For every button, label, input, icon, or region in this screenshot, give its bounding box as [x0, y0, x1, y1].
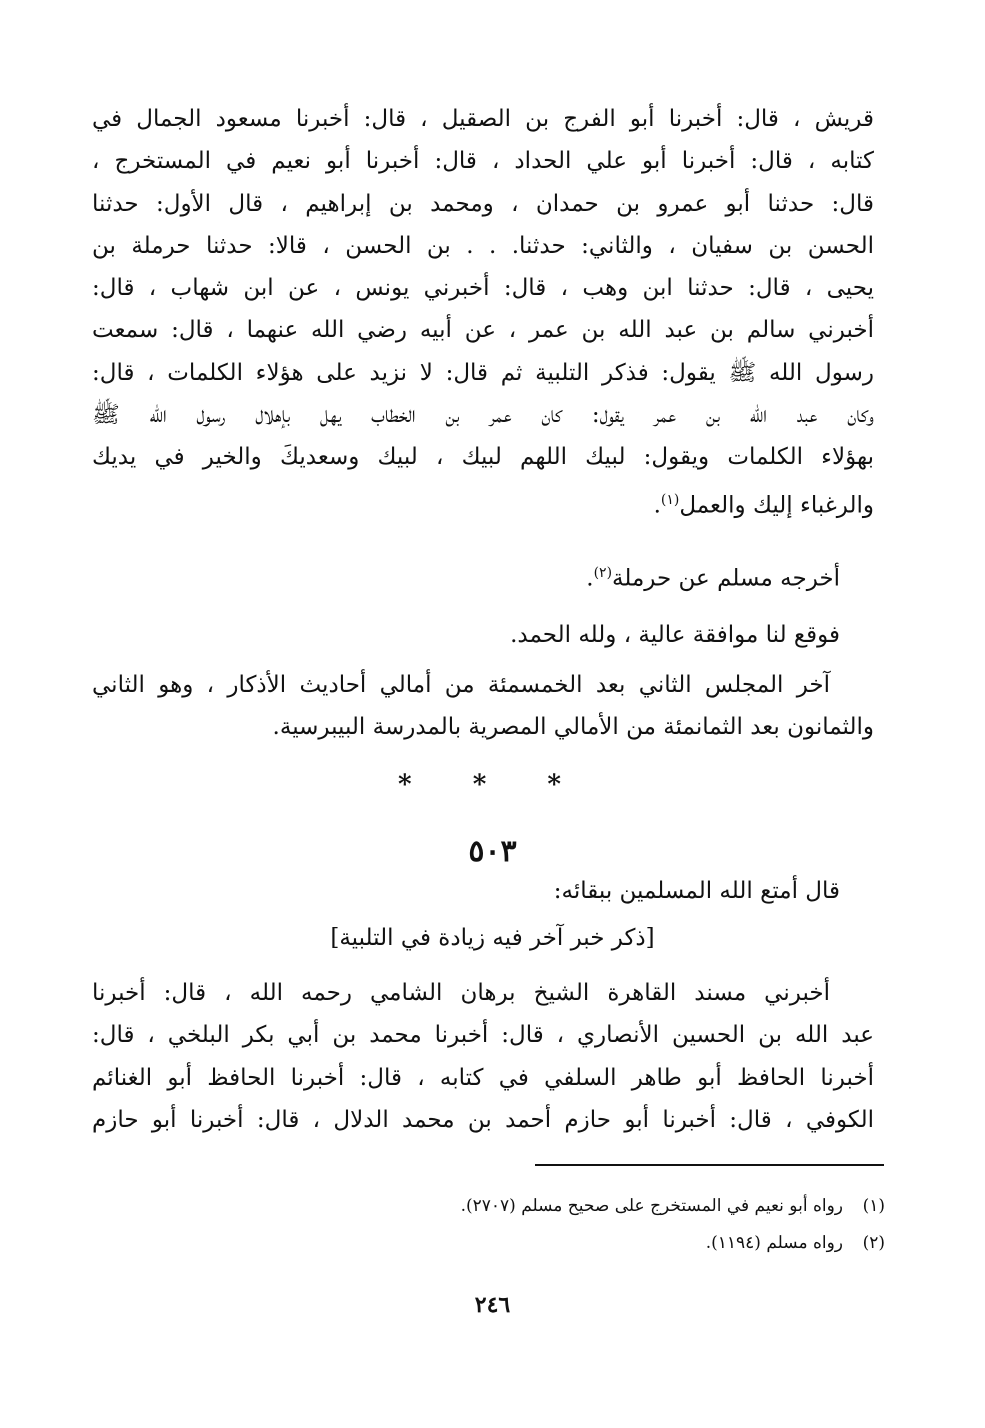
muslim-paragraph — [586, 552, 840, 600]
text-line: قال: حدثنا أبو عمرو بن حمدان ، ومحمد بن إبراهيم ، قال الأول: حدثنا — [92, 190, 874, 217]
text-line: كتابه ، قال: أخبرنا أبو علي الحداد ، قال: أخبرنا أبو نعيم في المستخرج ، — [92, 148, 874, 175]
hadith-number: ٥٠٣ — [468, 834, 517, 869]
footnote-1 — [461, 1196, 885, 1216]
footnote-number: (١) — [862, 1196, 885, 1216]
text-line: بهؤلاء الكلمات ويقول: لبيك اللهم لبيك ، لبيك وسعديكَ والخير في يديك — [92, 444, 874, 471]
text-line: آخر المجلس الثاني بعد الخمسمئة من أمالي أحاديث الأذكار ، وهو الثاني — [92, 672, 830, 698]
qala-line: قال أمتع الله المسلمين ببقائه: — [553, 878, 840, 904]
text-line: قريش ، قال: أخبرنا أبو الفرج بن الصقيل ، قال: أخبرنا مسعود الجمال في — [92, 106, 874, 132]
text-line: الكوفي ، قال: أخبرنا أبو حازم أحمد بن محمد الدلال ، قال: أخبرنا أبو حازم — [92, 1106, 874, 1133]
text-fragment: . — [653, 492, 661, 519]
text-fragment: أخرجه مسلم عن حرملة — [612, 565, 840, 592]
text-line: الحسن بن سفيان ، والثاني: حدثنا. . . بن الحسن ، قالا: حدثنا حرملة بن — [92, 232, 874, 259]
footnote-marker: (٢) — [593, 565, 613, 581]
text-line: رسول الله ﷺ يقول: فذكر التلبية ثم قال: لا نزيد على هؤلاء الكلمات ، قال: — [92, 359, 874, 386]
footnote-divider — [535, 1164, 884, 1166]
section-separator: * * * — [398, 770, 587, 800]
text-fragment: والرغباء إليك والعمل — [679, 492, 874, 519]
text-line-last: والثمانون بعد الثمانمئة من الأمالي المصرية بالمدرسة البيبرسية. — [272, 714, 874, 741]
footnote-text: رواه أبو نعيم في المستخرج على صحيح مسلم (٢٧٠٧). — [460, 1196, 843, 1216]
chapter-title: [ذكر خبر آخر فيه زيادة في التلبية] — [330, 925, 655, 951]
muwafaqa-paragraph: فوقع لنا موافقة عالية ، ولله الحمد. — [510, 622, 840, 648]
text-line: أخبرني مسند القاهرة الشيخ برهان الشامي رحمه الله ، قال: أخبرنا — [92, 980, 830, 1006]
footnote-marker: (١) — [660, 491, 680, 508]
footnote-text: رواه مسلم (١١٩٤). — [705, 1233, 843, 1253]
text-line: أخبرنا الحافظ أبو طاهر السلفي في كتابه ، قال: أخبرنا الحافظ أبو الغنائم — [92, 1064, 874, 1091]
end-session-paragraph — [92, 664, 874, 749]
text-line: يحيى ، قال: حدثنا ابن وهب ، قال: أخبرني يونس ، عن ابن شهاب ، قال: — [92, 275, 874, 302]
intro-paragraph — [92, 98, 874, 527]
text-line: عبد الله بن الحسين الأنصاري ، قال: أخبرنا محمد بن أبي بكر البلخي ، قال: — [92, 1022, 874, 1049]
isnad-paragraph — [92, 972, 874, 1141]
text-line: أخبرني سالم بن عبد الله بن عمر ، عن أبيه رضي الله عنهما ، قال: سمعت — [92, 317, 874, 344]
text-line-last — [92, 479, 874, 527]
footnote-number: (٢) — [862, 1233, 885, 1253]
footnote-2 — [706, 1233, 885, 1253]
text-line: وكان عبد الله بن عمر يقول: كان عمر بن الخطاب يهل بإهلال رسول الله ﷺ — [92, 402, 874, 429]
text-fragment: . — [586, 565, 594, 592]
page-number: ٢٤٦ — [474, 1292, 511, 1318]
